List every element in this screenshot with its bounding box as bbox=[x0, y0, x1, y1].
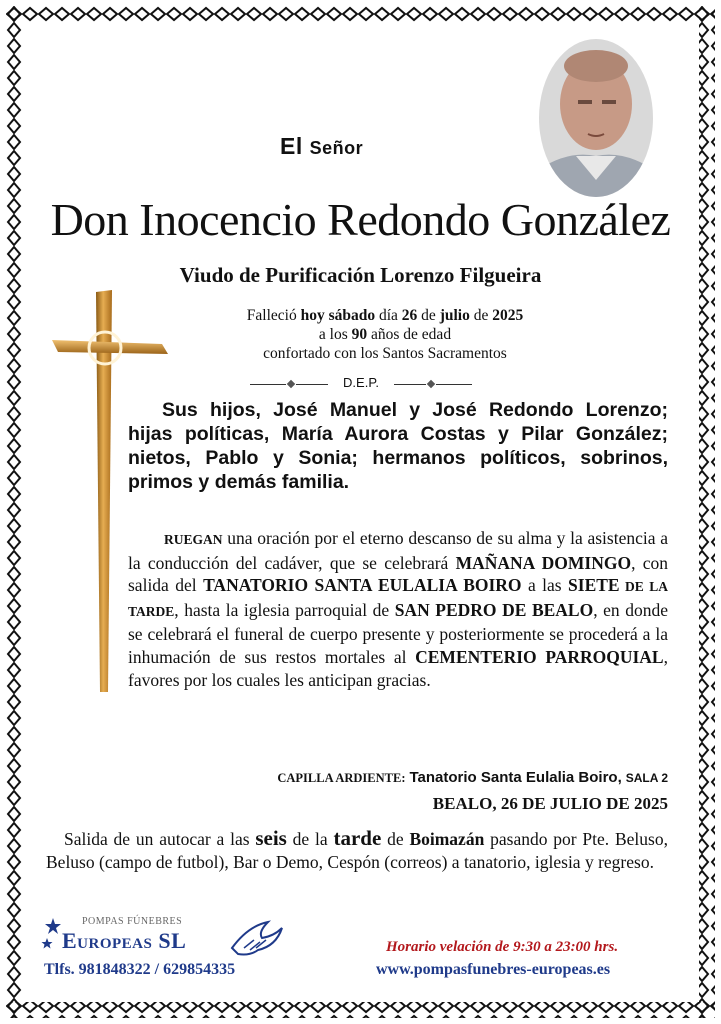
death-line-1 bbox=[120, 306, 650, 325]
text: julio bbox=[439, 307, 470, 324]
honorific-senor: Señor bbox=[309, 138, 364, 158]
capilla-ardiente bbox=[140, 769, 668, 787]
portrait-photo bbox=[538, 38, 654, 198]
text: Boimazán bbox=[409, 829, 485, 849]
death-line-3: confortado con los Santos Sacramentos bbox=[263, 345, 507, 362]
capilla-label: CAPILLA ARDIENTE: bbox=[277, 771, 406, 785]
text: 26 bbox=[401, 307, 418, 324]
text: TANATORIO SANTA EULALIA BOIRO bbox=[203, 575, 522, 596]
text: Salida de un autocar a las bbox=[64, 829, 256, 849]
text: de bbox=[469, 307, 493, 324]
capilla-value: Tanatorio Santa Eulalia Boiro, bbox=[409, 769, 622, 786]
text: pasando por Pte. Beluso, Beluso (campo de futbol), Bar o Demo, Cespón (correos) a tanatorio, iglesia y regreso. bbox=[46, 829, 668, 872]
logo-main-text: Europeas SL bbox=[62, 928, 187, 953]
text: a los bbox=[318, 326, 352, 343]
text: , con salida del bbox=[128, 552, 668, 596]
text: tarde bbox=[333, 826, 382, 850]
company-logo bbox=[40, 916, 290, 958]
divider-line bbox=[394, 384, 426, 385]
text: hoy sábado bbox=[300, 307, 376, 324]
text: SAN PEDRO DE BEALO bbox=[394, 599, 594, 620]
family-paragraph: Sus hijos, José Manuel y José Redondo Lorenzo; hijas políticas, María Aurora Costas y Pilar González; nietos, Pablo y Sonia; hermanos políticos, sobrinos, primos y demás familia. bbox=[128, 399, 668, 493]
widow-line: Viudo de Purificación Lorenzo Filgueira bbox=[179, 263, 542, 287]
text: una oración por el eterno descanso de su alma y la asistencia a la conducción del cadáver, que se celebrará bbox=[128, 528, 668, 573]
dep-divider bbox=[250, 375, 472, 393]
text: años de edad bbox=[367, 326, 452, 343]
text: Falleció bbox=[246, 307, 301, 324]
divider-line bbox=[436, 384, 472, 385]
death-details bbox=[120, 306, 650, 363]
text: 90 bbox=[351, 326, 368, 343]
diamond-icon bbox=[427, 380, 435, 388]
dove-icon bbox=[228, 918, 284, 958]
text: de bbox=[381, 829, 410, 849]
ceremony-paragraph bbox=[128, 527, 668, 691]
bus-paragraph bbox=[46, 827, 668, 873]
text: , en donde se celebrará el funeral de cuerpo presente y posteriormente se procederá a la inhumación de sus restos mortales al bbox=[128, 599, 668, 667]
text: seis bbox=[255, 826, 287, 850]
text: , hasta la iglesia parroquial de bbox=[174, 599, 395, 620]
text: , favores por los cuales les anticipan gracias. bbox=[128, 646, 668, 690]
text: CEMENTERIO PARROQUIAL bbox=[415, 646, 664, 667]
divider-line bbox=[250, 384, 286, 385]
text: de bbox=[417, 307, 440, 324]
text: a las bbox=[521, 575, 569, 596]
text: DE LA TARDE bbox=[128, 579, 668, 619]
place-date: BEALO, 26 DE JULIO DE 2025 bbox=[432, 794, 668, 813]
divider-line bbox=[296, 384, 328, 385]
honorific-title bbox=[280, 133, 363, 160]
text: día bbox=[375, 307, 402, 324]
diamond-icon bbox=[287, 380, 295, 388]
text: SIETE bbox=[568, 575, 620, 596]
death-line-2 bbox=[120, 325, 650, 344]
website-link[interactable]: www.pompasfunebres-europeas.es bbox=[376, 961, 611, 978]
visiting-hours: Horario velación de 9:30 a 23:00 hrs. bbox=[386, 939, 619, 955]
text: 2025 bbox=[492, 307, 524, 324]
ruegan-word: RUEGAN bbox=[164, 532, 223, 547]
text: MAÑANA DOMINGO bbox=[455, 552, 632, 573]
honorific-el: El bbox=[280, 133, 303, 159]
deceased-name: Don Inocencio Redondo González bbox=[50, 194, 671, 245]
phone-numbers: Tlfs. 981848322 / 629854335 bbox=[44, 961, 236, 978]
dep-label: D.E.P. bbox=[343, 375, 379, 390]
text: de la bbox=[286, 829, 334, 849]
logo-small-text: POMPAS FÚNEBRES bbox=[82, 916, 183, 927]
capilla-sala: SALA 2 bbox=[625, 771, 668, 785]
